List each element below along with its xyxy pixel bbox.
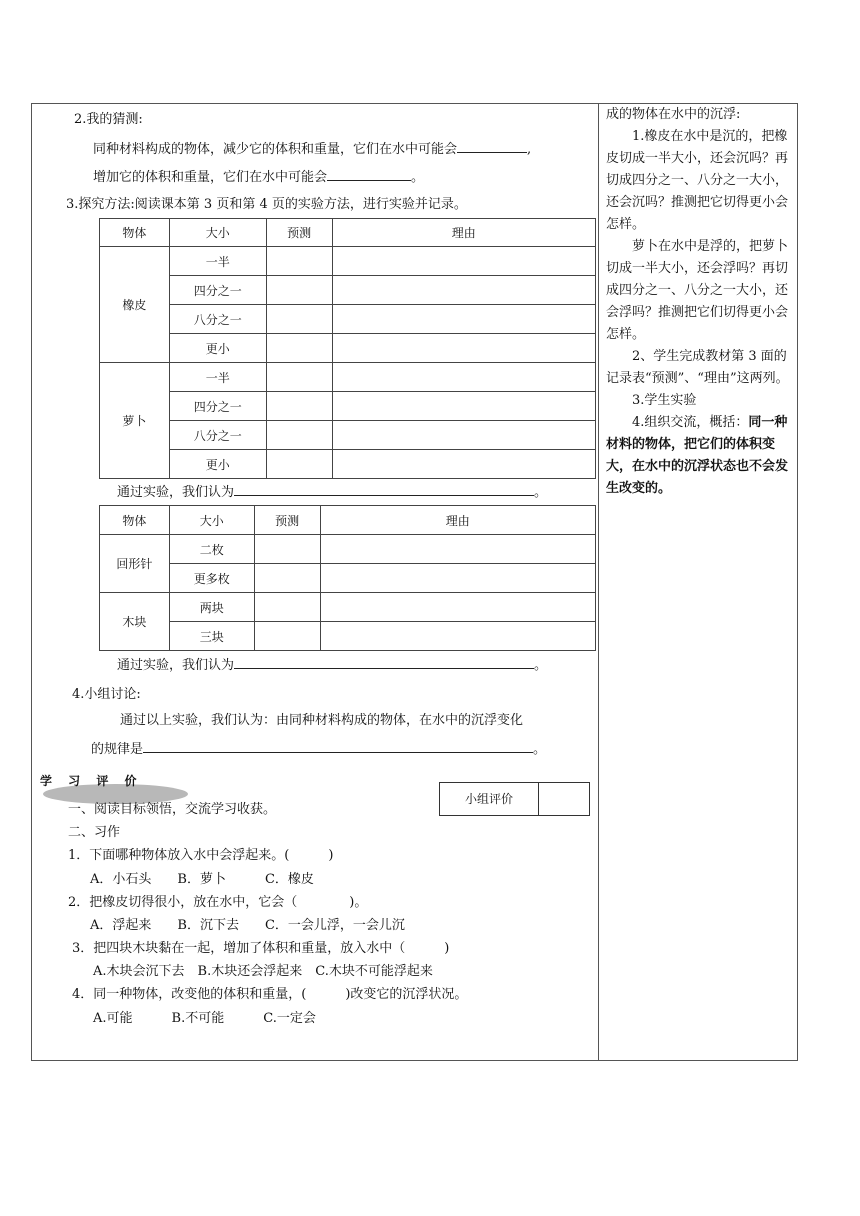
- group-evaluation-label: 小组评价: [440, 783, 539, 815]
- t1-reason-cell[interactable]: [332, 247, 595, 276]
- notes-p5: [606, 412, 790, 500]
- t1-size-cell: 八分之一: [169, 305, 266, 334]
- notes-p5-conclusion: 同一种材料的物体，把它们的体积变大，在水中的沉浮状态也不会发生改变的。: [606, 415, 789, 496]
- t1-predict-cell[interactable]: [266, 421, 332, 450]
- t1-reason-cell[interactable]: [332, 276, 595, 305]
- t1-header-size: 大小: [169, 219, 266, 247]
- evaluation-section-title: 学 习 评 价: [40, 774, 143, 788]
- t1-predict-cell[interactable]: [266, 450, 332, 479]
- question-3-options: A.木块会沉下去 B.木块还会浮起来 C.木块不可能浮起来: [93, 964, 433, 979]
- notes-p1: 1.橡皮在水中是沉的，把橡皮切成一半大小，还会沉吗？再切成四分之一、八分之一大小，还会沉吗？推测把它切得更小会怎样。: [606, 129, 789, 232]
- guess-line1: 同种材料构成的物体，减少它的体积和重量，它们在水中可能会 ,: [93, 139, 531, 159]
- question-2-options: A．浮起来 B．沉下去 C．一会儿浮，一会儿沉: [90, 918, 405, 933]
- t2-predict-cell[interactable]: [254, 622, 320, 651]
- t1-size-cell: 一半: [169, 247, 266, 276]
- question-3: 3．把四块木块黏在一起，增加了体积和重量，放入水中（ ): [72, 941, 450, 956]
- table2-conclusion-text: 通过实验，我们认为: [117, 658, 235, 673]
- table2-conclusion-end: 。: [534, 658, 548, 673]
- discussion-line1: 通过以上实验，我们认为：由同种材料构成的物体，在水中的沉浮变化: [120, 713, 524, 728]
- t1-object-radish: 萝卜: [100, 363, 170, 479]
- t2-size-cell: 更多枚: [169, 564, 254, 593]
- t1-header-object: 物体: [100, 219, 170, 247]
- t1-reason-cell[interactable]: [332, 421, 595, 450]
- t1-predict-cell[interactable]: [266, 334, 332, 363]
- t2-predict-cell[interactable]: [254, 564, 320, 593]
- notes-p4: 3.学生实验: [632, 393, 697, 408]
- question-4: 4．同一种物体，改变他的体积和重量，( )改变它的沉浮状况。: [72, 987, 468, 1002]
- discussion-line2-text: 的规律是: [91, 742, 144, 757]
- t2-header-object: 物体: [100, 506, 170, 535]
- question-1: 1．下面哪种物体放入水中会浮起来。( ): [68, 848, 334, 863]
- t1-reason-cell[interactable]: [332, 450, 595, 479]
- discussion-heading: 4.小组讨论:: [72, 687, 141, 702]
- t1-object-eraser: 橡皮: [100, 247, 170, 363]
- table2-conclusion: [117, 655, 547, 675]
- notes-p2: 萝卜在水中是浮的，把萝卜切成一半大小，还会浮吗？再切成四分之一、八分之一大小，还会浮吗？推测把它们切得更小会怎样。: [606, 239, 789, 342]
- t1-predict-cell[interactable]: [266, 363, 332, 392]
- evaluation-part2: 二、习作: [68, 825, 121, 840]
- t2-reason-cell[interactable]: [320, 622, 595, 651]
- guess-line1-text: 同种材料构成的物体，减少它的体积和重量，它们在水中可能会: [93, 142, 458, 157]
- table1-conclusion-text: 通过实验，我们认为: [117, 485, 235, 500]
- guess-heading: 2.我的猜测:: [74, 112, 143, 127]
- t1-reason-cell[interactable]: [332, 392, 595, 421]
- guess-line2: [93, 167, 424, 187]
- t1-predict-cell[interactable]: [266, 305, 332, 334]
- evaluation-part1: 一、阅读目标领悟，交流学习收获。: [68, 802, 277, 817]
- question-4-options: A.可能 B.不可能 C.一定会: [93, 1011, 316, 1026]
- t2-object-paperclip: 回形针: [100, 535, 170, 593]
- t1-predict-cell[interactable]: [266, 392, 332, 421]
- teaching-notes-column: [606, 104, 790, 500]
- guess-line2-end: 。: [411, 170, 425, 185]
- table1-conclusion: [117, 482, 547, 502]
- experiment-table-2: [99, 505, 596, 651]
- t1-size-cell: 四分之一: [169, 392, 266, 421]
- t1-size-cell: 八分之一: [169, 421, 266, 450]
- t1-size-cell: 一半: [169, 363, 266, 392]
- group-evaluation-box: [439, 782, 590, 816]
- t2-reason-cell[interactable]: [320, 535, 595, 564]
- discussion-blank[interactable]: [143, 739, 533, 753]
- group-evaluation-score-cell[interactable]: [539, 783, 589, 815]
- guess-line2-text: 增加它的体积和重量，它们在水中可能会: [93, 170, 328, 185]
- t1-header-reason: 理由: [332, 219, 595, 247]
- table2-conclusion-blank[interactable]: [234, 655, 534, 669]
- guess-blank1[interactable]: [457, 139, 527, 153]
- table1-conclusion-blank[interactable]: [234, 482, 534, 496]
- t2-reason-cell[interactable]: [320, 593, 595, 622]
- discussion-line2: [91, 739, 546, 759]
- t2-size-cell: 两块: [169, 593, 254, 622]
- t2-predict-cell[interactable]: [254, 535, 320, 564]
- t1-size-cell: 更小: [169, 450, 266, 479]
- t1-header-predict: 预测: [266, 219, 332, 247]
- t1-reason-cell[interactable]: [332, 334, 595, 363]
- t1-predict-cell[interactable]: [266, 276, 332, 305]
- t2-reason-cell[interactable]: [320, 564, 595, 593]
- t2-object-wood: 木块: [100, 593, 170, 651]
- t2-predict-cell[interactable]: [254, 593, 320, 622]
- question-2: 2．把橡皮切得很小，放在水中，它会（ )。: [68, 895, 368, 910]
- discussion-line2-end: 。: [533, 742, 547, 757]
- notes-p5-lead: 4.组织交流，概括：: [632, 415, 749, 430]
- t2-header-predict: 预测: [254, 506, 320, 535]
- t1-size-cell: 更小: [169, 334, 266, 363]
- t1-reason-cell[interactable]: [332, 363, 595, 392]
- question-1-options: A．小石头 B．萝卜 C．橡皮: [90, 872, 314, 887]
- column-divider: [598, 103, 599, 1061]
- t2-size-cell: 二枚: [169, 535, 254, 564]
- table1-conclusion-end: 。: [534, 485, 548, 500]
- experiment-table-1: [99, 218, 596, 479]
- notes-p3: 2、学生完成教材第 3 面的记录表“预测”、“理由”这两列。: [606, 349, 789, 386]
- guess-blank2[interactable]: [327, 167, 411, 181]
- notes-p0: 成的物体在水中的沉浮:: [606, 107, 741, 122]
- t1-predict-cell[interactable]: [266, 247, 332, 276]
- t1-reason-cell[interactable]: [332, 305, 595, 334]
- t2-size-cell: 三块: [169, 622, 254, 651]
- t2-header-size: 大小: [169, 506, 254, 535]
- method-text: 3.探究方法:阅读课本第 3 页和第 4 页的实验方法，进行实验并记录。: [66, 197, 467, 212]
- t1-size-cell: 四分之一: [169, 276, 266, 305]
- t2-header-reason: 理由: [320, 506, 595, 535]
